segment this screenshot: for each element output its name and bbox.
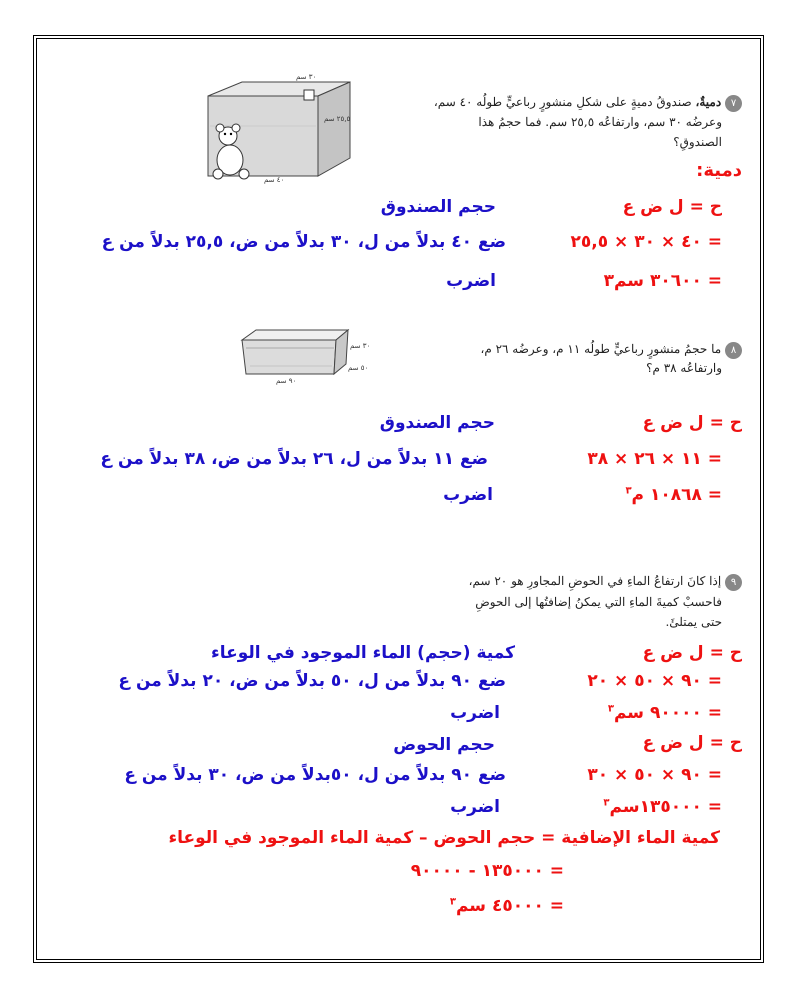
toy-box-image: [200, 74, 360, 184]
problem7-formula-desc: حجم الصندوق: [380, 197, 496, 217]
problem8-result-desc: اضرب: [443, 485, 493, 505]
problem8-text-line1: ٨ ما حجمُ منشورٍ رباعيٍّ طولُه ١١ م، وعرضُه ٢٦ م،: [480, 339, 742, 359]
tank-image: [236, 326, 386, 386]
problem7-text-line3: الصندوقِ؟: [673, 135, 722, 149]
problem8-substitution: = ١١ × ٢٦ × ٣٨: [587, 449, 722, 469]
problem9-result2-desc: اضرب: [450, 797, 500, 817]
tank-bottom-label: ٩٠ سم: [276, 377, 297, 385]
problem9-extra-step2: = ٤٥٠٠٠ سم$^٣$: [449, 896, 564, 916]
problem9-extra-formula: كمية الماء الإضافية = حجم الحوض – كمية الماء الموجود في الوعاء: [168, 828, 720, 848]
problem8-number: ٨: [725, 342, 742, 359]
problem7-result-desc: اضرب: [446, 271, 496, 291]
problem9-text-line3: حتى يمتلئَ.: [665, 615, 722, 629]
tank-side-label: ٣٠ سم: [350, 342, 371, 350]
problem9-result2: = ١٣٥٠٠٠سم$^٣$: [603, 797, 722, 817]
box-side-label: ٢٥,٥ سم: [324, 115, 351, 123]
problem9-formula2: ح = ل ض ع: [642, 733, 742, 753]
problem9-formula2-desc: حجم الحوض: [393, 735, 495, 755]
problem8-formula-desc: حجم الصندوق: [379, 413, 495, 433]
problem9-result1: = ٩٠٠٠٠ سم$^٣$: [607, 703, 722, 723]
problem7-text-line2: وعرضُه ٣٠ سم، وارتفاعُه ٢٥,٥ سم. فما حجمُ هذا: [478, 115, 722, 129]
problem7-result: = ٣٠٦٠٠ سم٣: [603, 271, 722, 291]
problem9-substitution1-desc: ضع ٩٠ بدلاً من ل، ٥٠ بدلاً من ض، ٢٠ بدلاً من ع: [118, 671, 506, 691]
problem8-result: = ١٠٨٦٨ م$^٣$: [625, 485, 722, 505]
problem8-text-line2: وارتفاعُه ٣٨ م؟: [646, 361, 722, 375]
problem9-substitution1: = ٩٠ × ٥٠ × ٢٠: [587, 671, 722, 691]
problem7-heading: دمية:: [696, 160, 742, 181]
problem8-substitution-desc: ضع ١١ بدلاً من ل، ٢٦ بدلاً من ض، ٣٨ بدلاً من ع: [100, 449, 488, 469]
problem9-number: ٩: [725, 574, 742, 591]
tank-right-label: ٥٠ سم: [348, 364, 369, 372]
problem9-formula1-desc: كمية (حجم) الماء الموجود في الوعاء: [211, 643, 515, 663]
problem9-text-line1: ٩ إذا كانَ ارتفاعُ الماءِ في الحوضِ المجاورِ هو ٢٠ سم،: [469, 571, 742, 591]
problem9-formula1: ح = ل ض ع: [642, 643, 742, 663]
problem9-result1-desc: اضرب: [450, 703, 500, 723]
problem7-substitution-desc: ضع ٤٠ بدلاً من ل، ٣٠ بدلاً من ض، ٢٥,٥ بدلاً من ع: [101, 232, 506, 252]
problem9-text-line2: فاحسبْ كميةَ الماءِ التي يمكنُ إضافتُها إلى الحوضِ: [475, 595, 722, 609]
box-top-label: ٣٠ سم: [296, 74, 317, 81]
problem9-extra-step1: = ١٣٥٠٠٠ - ٩٠٠٠٠: [410, 861, 564, 881]
problem8-formula: ح = ل ض ع: [642, 413, 742, 433]
problem7-text-line1: ٧ دميةٌ، صندوقُ دميةٍ على شكلِ منشورٍ رباعيٍّ طولُه ٤٠ سم،: [434, 92, 742, 112]
box-bottom-label: ٤٠ سم: [264, 176, 285, 184]
problem7-number: ٧: [725, 95, 742, 112]
problem9-substitution2: = ٩٠ × ٥٠ × ٣٠: [587, 765, 722, 785]
problem7-substitution: = ٤٠ × ٣٠ × ٢٥,٥: [570, 232, 722, 252]
problem9-substitution2-desc: ضع ٩٠ بدلاً من ل، ٥٠بدلاً من ض، ٣٠ بدلاً من ع: [124, 765, 506, 785]
problem7-formula: ح = ل ض ع: [622, 197, 722, 217]
